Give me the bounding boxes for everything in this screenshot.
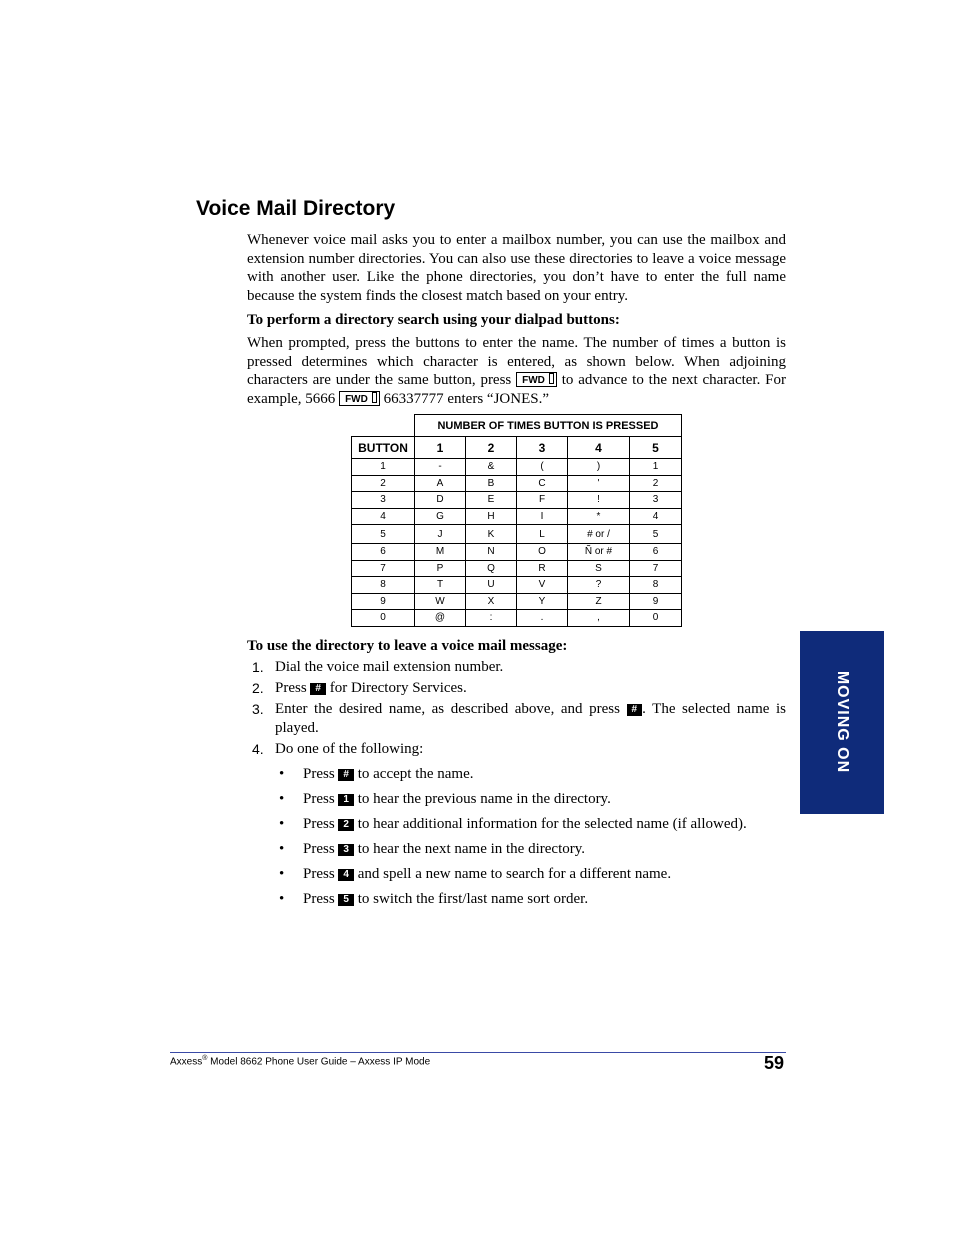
character-cell: 7 — [630, 560, 682, 577]
table-row — [352, 459, 682, 476]
table-row — [352, 610, 682, 627]
character-cell: J — [415, 525, 466, 544]
dialpad-key: 3 — [338, 844, 354, 856]
button-cell: 5 — [352, 525, 415, 544]
character-cell: 4 — [630, 508, 682, 525]
character-cell: D — [415, 492, 466, 509]
leave-message-heading: To use the directory to leave a voice mail message: — [247, 638, 568, 654]
character-cell: ! — [568, 492, 630, 509]
step-item: 3. Enter the desired name, as described above, and press # . The selected name is played. — [252, 701, 786, 736]
dialpad-key: # — [338, 769, 354, 781]
character-cell: P — [415, 560, 466, 577]
intro-paragraph: Whenever voice mail asks you to enter a mailbox number, you can use the mailbox and extension number directories. You can also use these directories to leave a voice message with another user. Like the phone directories, you don’t have to enter the full name because the system finds the closest match based on your entry. — [247, 232, 786, 305]
character-cell: ' — [568, 475, 630, 492]
option-item: • Press 5 to switch the first/last name sort order. — [279, 891, 589, 907]
column-header: 4 — [568, 437, 630, 459]
character-cell: U — [466, 577, 517, 594]
option-item: • Press # to accept the name. — [279, 766, 474, 782]
footer-title: Axxess® Model 8662 Phone User Guide – Axxess IP Mode — [170, 1055, 431, 1068]
search-instructions-heading: To perform a directory search using your dialpad buttons: — [247, 312, 620, 328]
section-tab — [800, 631, 884, 814]
option-item: • Press 4 and spell a new name to search for a different name. — [279, 866, 672, 882]
button-cell: 4 — [352, 508, 415, 525]
character-cell: S — [568, 560, 630, 577]
column-header: 5 — [630, 437, 682, 459]
character-cell: 5 — [630, 525, 682, 544]
fwd-key: FWD — [516, 372, 557, 387]
hash-key: # — [310, 683, 326, 695]
character-cell: : — [466, 610, 517, 627]
hash-key: # — [627, 704, 643, 716]
character-cell: W — [415, 593, 466, 610]
character-cell: , — [568, 610, 630, 627]
table-column-header-row — [352, 437, 682, 459]
button-cell: 9 — [352, 593, 415, 610]
character-cell: H — [466, 508, 517, 525]
character-cell: 2 — [630, 475, 682, 492]
character-cell: Y — [517, 593, 568, 610]
footer-rule — [170, 1052, 786, 1053]
dialpad-key: 2 — [338, 819, 354, 831]
character-cell: T — [415, 577, 466, 594]
dialpad-key: 5 — [338, 894, 354, 906]
option-item: • Press 1 to hear the previous name in the directory. — [279, 791, 611, 807]
character-cell: & — [466, 459, 517, 476]
page-number: 59 — [764, 1053, 785, 1073]
character-cell: I — [517, 508, 568, 525]
page-title: Voice Mail Directory — [196, 197, 396, 220]
table-row — [352, 475, 682, 492]
column-header: 3 — [517, 437, 568, 459]
fwd-key: FWD — [339, 391, 380, 406]
character-cell: 8 — [630, 577, 682, 594]
character-cell: Z — [568, 593, 630, 610]
character-cell: ? — [568, 577, 630, 594]
dialpad-key: 1 — [338, 794, 354, 806]
step-item: 1. Dial the voice mail extension number. — [252, 659, 504, 675]
character-cell: F — [517, 492, 568, 509]
table-row — [352, 560, 682, 577]
table-top-header-row — [352, 415, 682, 437]
table-row — [352, 492, 682, 509]
character-cell: 6 — [630, 544, 682, 561]
character-cell: Q — [466, 560, 517, 577]
character-table — [351, 414, 682, 627]
character-cell: L — [517, 525, 568, 544]
button-cell: 0 — [352, 610, 415, 627]
character-cell: 0 — [630, 610, 682, 627]
character-cell: X — [466, 593, 517, 610]
character-cell: O — [517, 544, 568, 561]
step-item: 4. Do one of the following: • Press # to accept the name. • Press 1 to hear the previous name in the directory. • Press 2 to hear additional information for the selected name (if allowed). • Press 3 to hear the next name in the directory. • Press 4 and spell a new name to search for a different name. • Press 5 to switch the first/last name sort order. — [247, 740, 786, 909]
button-cell: 1 — [352, 459, 415, 476]
section-tab-label: MOVING ON — [834, 670, 851, 774]
steps-list — [247, 658, 786, 915]
character-cell: A — [415, 475, 466, 492]
table-row — [352, 508, 682, 525]
button-cell: 6 — [352, 544, 415, 561]
character-cell: Ñ or # — [568, 544, 630, 561]
character-cell: E — [466, 492, 517, 509]
character-cell: G — [415, 508, 466, 525]
column-header: 2 — [466, 437, 517, 459]
character-cell: V — [517, 577, 568, 594]
options-list — [275, 765, 786, 909]
search-instructions-paragraph: When prompted, press the buttons to enter the name. The number of times a button is pressed determines which character is entered, as shown below. When adjoining characters are under the same button, press FWD to advance to the next character. For example, 5666 FWD 66337777 enters “JONES.” — [247, 335, 787, 408]
character-cell: ( — [517, 459, 568, 476]
character-cell: * — [568, 508, 630, 525]
table-row — [352, 577, 682, 594]
character-cell: C — [517, 475, 568, 492]
character-cell: # or / — [568, 525, 630, 544]
character-cell: 9 — [630, 593, 682, 610]
character-cell: R — [517, 560, 568, 577]
button-cell: 7 — [352, 560, 415, 577]
character-cell: ) — [568, 459, 630, 476]
table-top-header: NUMBER OF TIMES BUTTON IS PRESSED — [415, 415, 682, 437]
character-cell: M — [415, 544, 466, 561]
character-cell: 1 — [630, 459, 682, 476]
character-cell: K — [466, 525, 517, 544]
table-row — [352, 544, 682, 561]
character-cell: @ — [415, 610, 466, 627]
button-cell: 2 — [352, 475, 415, 492]
button-cell: 3 — [352, 492, 415, 509]
table-row — [352, 593, 682, 610]
button-cell: 8 — [352, 577, 415, 594]
character-cell: N — [466, 544, 517, 561]
column-header: 1 — [415, 437, 466, 459]
character-cell: B — [466, 475, 517, 492]
dialpad-key: 4 — [338, 869, 354, 881]
table-row — [352, 525, 682, 544]
character-cell: - — [415, 459, 466, 476]
character-cell: . — [517, 610, 568, 627]
character-cell: 3 — [630, 492, 682, 509]
column-header: BUTTON — [352, 437, 415, 459]
option-item: • Press 3 to hear the next name in the directory. — [279, 841, 586, 857]
option-item: • Press 2 to hear additional information for the selected name (if allowed). — [279, 816, 747, 832]
step-item: 2. Press # for Directory Services. — [252, 680, 467, 696]
